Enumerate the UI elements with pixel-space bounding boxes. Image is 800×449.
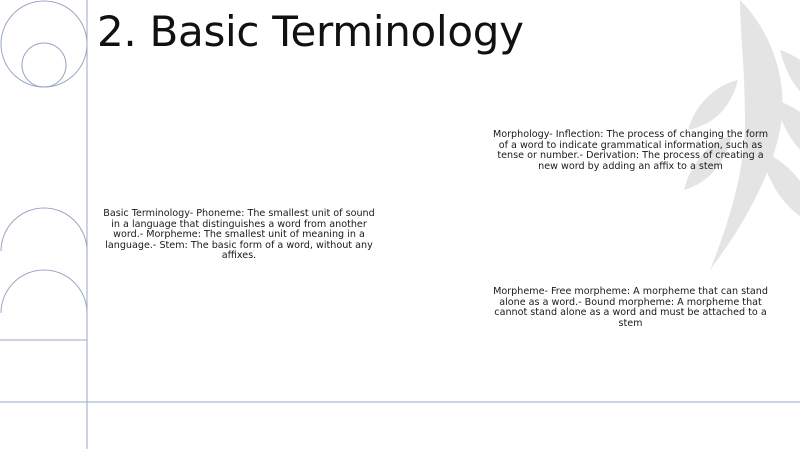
slide-title: 2. Basic Terminology <box>97 7 524 56</box>
morphology-text: Morphology- Inflection: The process of changing the form of a word to indicate grammatical information, such as tense or number.- Derivation: The process of creating a new word by adding an affix to a stem <box>492 129 769 172</box>
small-circle <box>22 43 66 87</box>
lower-arch <box>1 270 87 313</box>
basic-terminology-text: Basic Terminology- Phoneme: The smallest unit of sound in a language that distinguishes a word from another word.- Morpheme: The smallest unit of meaning in a language.- Stem: The basic form of a word, without any affixes. <box>103 208 375 262</box>
upper-arch <box>1 208 87 251</box>
large-circle <box>1 1 87 87</box>
morpheme-text: Morpheme- Free morpheme: A morpheme that can stand alone as a word.- Bound morpheme: A morpheme that cannot stand alone as a word and must be attached to a stem <box>493 286 768 329</box>
